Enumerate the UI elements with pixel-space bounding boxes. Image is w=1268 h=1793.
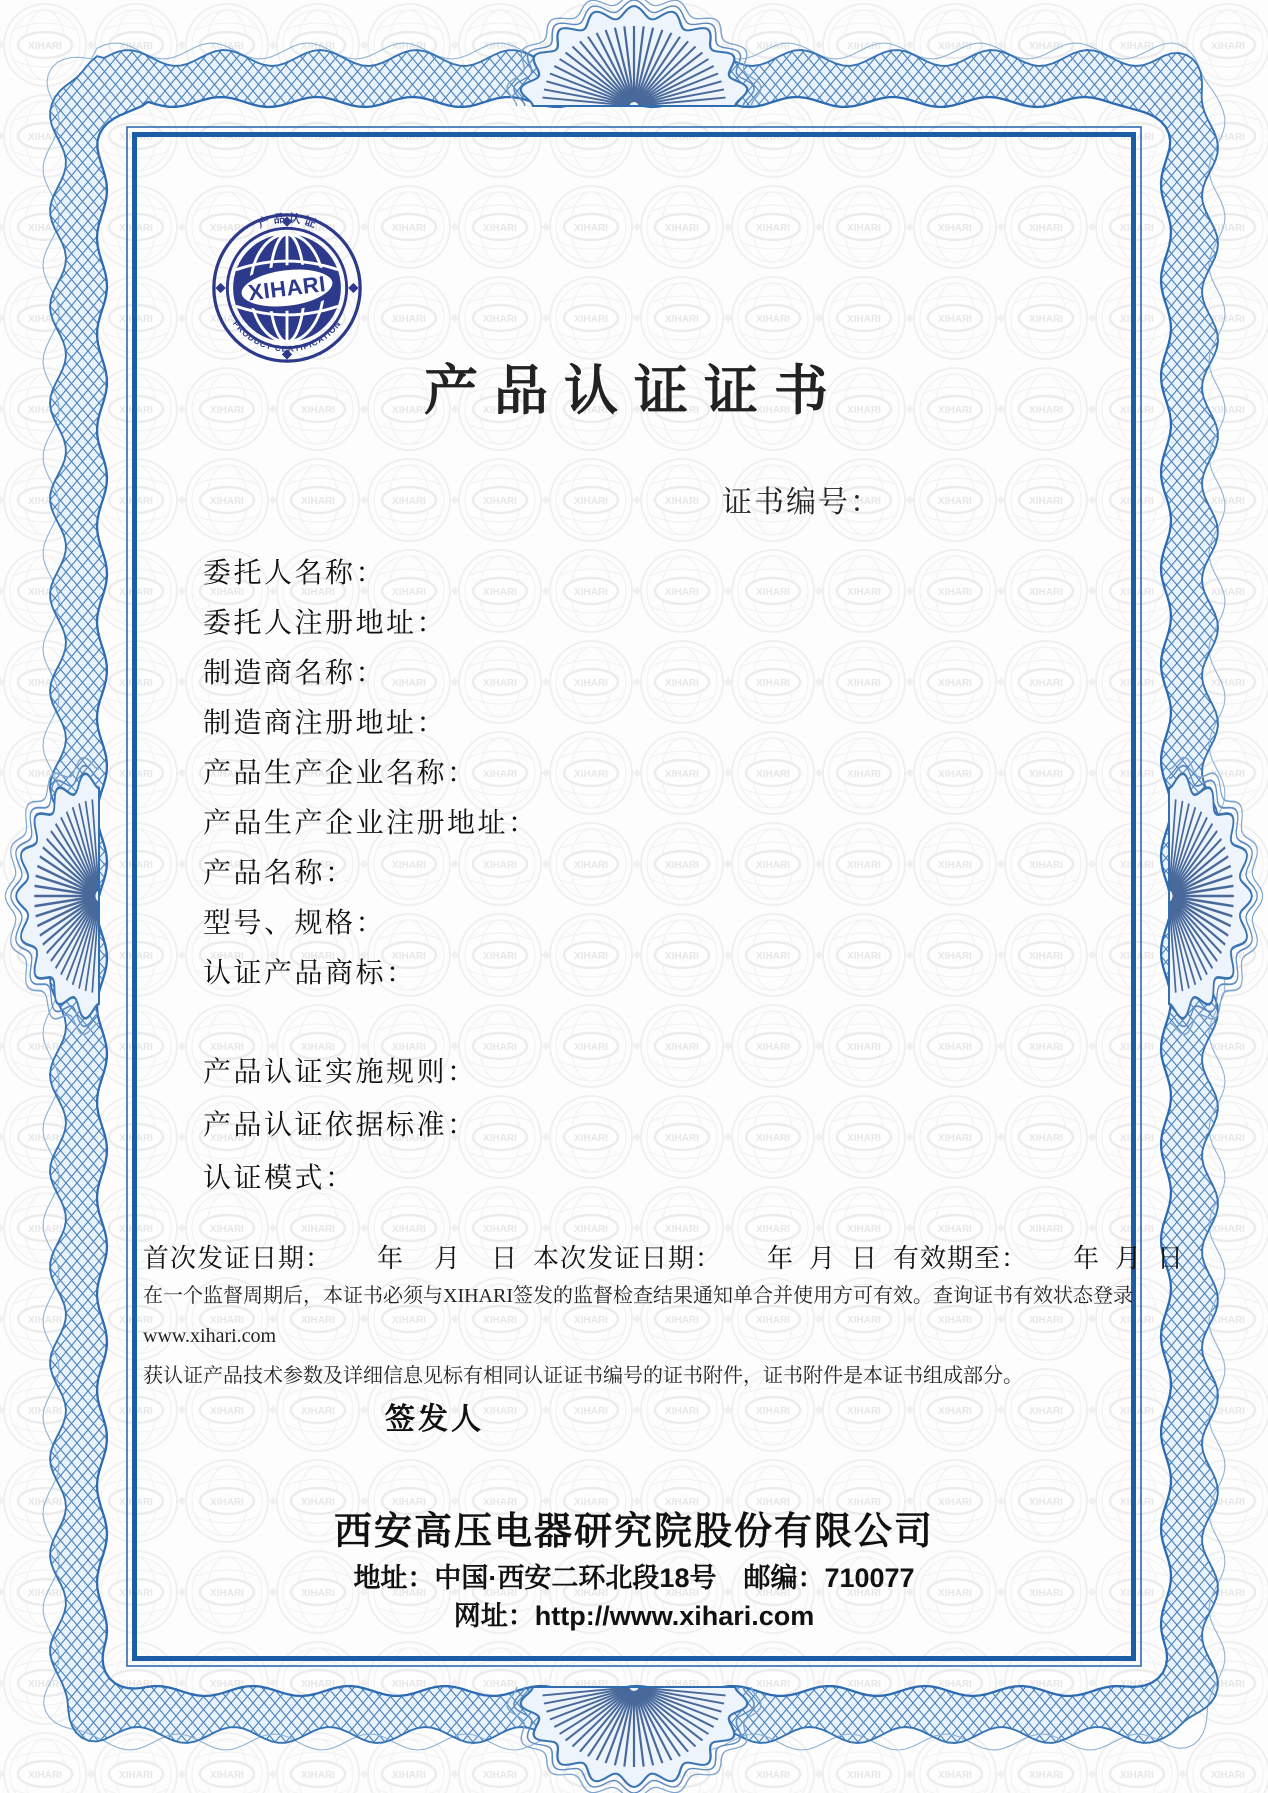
certificate-number-label: 证书编号： [722,486,882,519]
field-label-certification-mode: 认证模式： [203,1163,356,1194]
field-label-model-spec: 型号、规格： [203,908,387,939]
logo-top-arc-text: 产 品 认 证 [256,212,318,231]
field-label-producer-address: 产品生产企业注册地址： [203,808,539,839]
field-label-product-name: 产品名称： [203,858,356,889]
field-label-manufacturer-address: 制造商注册地址： [203,708,448,739]
company-website: 网址：http://www.xihari.com [453,1601,815,1631]
logo-brand-text: XIHARI [246,271,328,306]
certificate-title: 产品认证证书 [424,361,844,421]
field-label-consignor-address: 委托人注册地址： [203,608,448,639]
fine-print-line-1: 在一个监督周期后，本证书必须与XIHARI签发的监督检查结果通知单合并使用方可有效。查询证书有效状态登录www.xihari.com [143,1285,1133,1347]
company-address: 地址：中国·西安二环北段18号 邮编：710077 [353,1563,915,1593]
company-name: 西安高压电器研究院股份有限公司 [333,1511,934,1553]
certificate-fields [203,549,539,999]
field-label-manufacturer-name: 制造商名称： [203,658,387,689]
field-label-producer-name: 产品生产企业名称： [203,758,478,789]
field-label-trademark: 认证产品商标： [203,958,417,989]
issuer-label: 签发人 [385,1403,484,1436]
fine-print [143,1276,1148,1396]
field-label-standards: 产品认证依据标准： [203,1110,478,1141]
certification-rule-fields [203,1046,478,1205]
field-label-consignor-name: 委托人名称： [203,558,387,589]
xihari-logo [210,211,364,365]
fine-print-line-2: 获认证产品技术参数及详细信息见标有相同认证证书编号的证书附件，证书附件是本证书组成部分。 [143,1365,1023,1387]
xihari-logo-art [210,211,364,365]
issue-date-line: 首次发证日期： 年 月 日 本次发证日期： 年 月 日 有效期至： 年 月 日 [143,1244,1185,1273]
logo-bottom-arc-text: PRODUCT CERTIFICATION [231,319,343,354]
field-label-implementation-rules: 产品认证实施规则： [203,1057,478,1088]
